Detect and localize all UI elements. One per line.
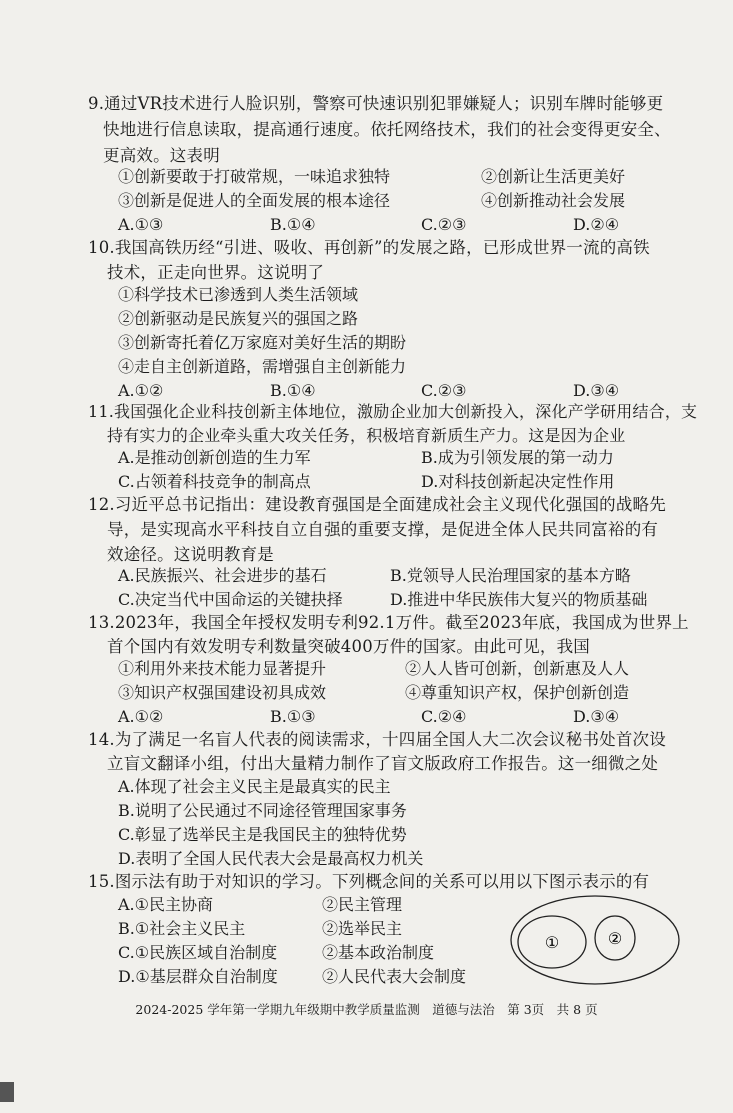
choice-c: C.②④ bbox=[421, 707, 467, 726]
question-stem-line: 首个国内有效发明专利数量突破400万件的国家。由此可见，我国 bbox=[107, 637, 590, 656]
choice-d: D.②④ bbox=[573, 215, 620, 234]
choice-c: C.②③ bbox=[421, 381, 467, 400]
statement: ①创新要敢于打破常规，一味追求独特 bbox=[118, 167, 391, 186]
question-stem-line: 12.习近平总书记指出：建设教育强国是全面建成社会主义现代化强国的战略先 bbox=[88, 495, 666, 514]
choice-a: A.民族振兴、社会进步的基石 bbox=[118, 566, 327, 585]
choice-c: C.②③ bbox=[421, 215, 467, 234]
statement: ②创新让生活更美好 bbox=[481, 167, 626, 186]
choice-c: C.占领着科技竞争的制高点 bbox=[118, 472, 311, 491]
statement: ②创新驱动是民族复兴的强国之路 bbox=[118, 309, 359, 328]
statement: ④走自主创新道路，需增强自主创新能力 bbox=[118, 357, 407, 376]
choice-c: C.决定当代中国命运的关键抉择 bbox=[118, 590, 343, 609]
choice-a-left: A.①民主协商 bbox=[118, 895, 213, 914]
choice-b-right: ②选举民主 bbox=[322, 919, 403, 938]
question-stem-line: 11.我国强化企业科技创新主体地位，激励企业加大创新投入，深化产学研用结合，支 bbox=[88, 402, 698, 421]
choice-b: B.说明了公民通过不同途径管理国家事务 bbox=[118, 801, 407, 820]
choice-c-right: ②基本政治制度 bbox=[322, 943, 435, 962]
question-stem-line: 持有实力的企业牵头重大攻关任务，积极培育新质生产力。这是因为企业 bbox=[107, 426, 626, 445]
statement: ①利用外来技术能力显著提升 bbox=[118, 659, 327, 678]
question-stem-line: 10.我国高铁历经“引进、吸收、再创新”的发展之路，已形成世界一流的高铁 bbox=[88, 238, 650, 257]
question-stem-line: 13.2023年，我国全年授权发明专利92.1万件。截至2023年底，我国成为世界上 bbox=[88, 613, 689, 632]
question-stem-line: 立盲文翻译小组，付出大量精力制作了盲文版政府工作报告。这一细微之处 bbox=[107, 754, 659, 773]
choice-a: A.①② bbox=[118, 381, 164, 400]
choice-b: B.①③ bbox=[270, 707, 316, 726]
statement: ①科学技术已渗透到人类生活领域 bbox=[118, 285, 359, 304]
choice-d: D.推进中华民族伟大复兴的物质基础 bbox=[390, 590, 648, 609]
choice-b-left: B.①社会主义民主 bbox=[118, 919, 246, 938]
question-stem-line: 9.通过VR技术进行人脸识别，警察可快速识别犯罪嫌疑人；识别车牌时能够更 bbox=[88, 94, 664, 113]
concept-relation-diagram bbox=[505, 890, 685, 990]
choice-b: B.党领导人民治理国家的基本方略 bbox=[390, 566, 631, 585]
question-stem-line: 技术，正走向世界。这说明了 bbox=[107, 263, 325, 282]
question-stem-line: 14.为了满足一名盲人代表的阅读需求，十四届全国人大二次会议秘书处首次设 bbox=[88, 730, 666, 749]
question-stem-line: 更高效。这表明 bbox=[103, 146, 220, 165]
diagram-label-2: ② bbox=[607, 929, 623, 948]
choice-a: A.是推动创新创造的生力军 bbox=[118, 448, 311, 467]
statement: ②人人皆可创新，创新惠及人人 bbox=[405, 659, 630, 678]
statement: ③知识产权强国建设初具成效 bbox=[118, 683, 327, 702]
statement: ③创新寄托着亿万家庭对美好生活的期盼 bbox=[118, 333, 407, 352]
choice-a: A.体现了社会主义民主是最真实的民主 bbox=[118, 777, 391, 796]
question-stem-line: 效途径。这说明教育是 bbox=[107, 545, 274, 564]
choice-a: A.①③ bbox=[118, 215, 164, 234]
statement: ④尊重知识产权，保护创新创造 bbox=[405, 683, 630, 702]
choice-a-right: ②民主管理 bbox=[322, 895, 403, 914]
choice-d: D.③④ bbox=[573, 707, 620, 726]
choice-d: D.对科技创新起决定性作用 bbox=[421, 472, 615, 491]
choice-b: B.成为引领发展的第一动力 bbox=[421, 448, 614, 467]
page-footer: 2024-2025 学年第一学期九年级期中教学质量监测 道德与法治 第 3页 共 8 页 bbox=[135, 1002, 598, 1017]
choice-c-left: C.①民族区域自治制度 bbox=[118, 943, 278, 962]
choice-a: A.①② bbox=[118, 707, 164, 726]
choice-d: D.表明了全国人民代表大会是最高权力机关 bbox=[118, 849, 424, 868]
choice-c: C.彰显了选举民主是我国民主的独特优势 bbox=[118, 825, 407, 844]
question-stem-line: 导，是实现高水平科技自立自强的重要支撑，是促进全体人民共同富裕的有 bbox=[107, 520, 659, 539]
choice-b: B.①④ bbox=[270, 215, 316, 234]
choice-d-right: ②人民代表大会制度 bbox=[322, 967, 467, 986]
diagram-label-1: ① bbox=[544, 933, 560, 952]
statement: ④创新推动社会发展 bbox=[481, 191, 626, 210]
question-stem-line: 15.图示法有助于对知识的学习。下列概念间的关系可以用以下图示表示的有 bbox=[88, 872, 650, 891]
choice-b: B.①④ bbox=[270, 381, 316, 400]
question-stem-line: 快地进行信息读取，提高通行速度。依托网络技术，我们的社会变得更安全、 bbox=[103, 120, 671, 139]
scan-edge-mark bbox=[0, 1082, 14, 1102]
choice-d-left: D.①基层群众自治制度 bbox=[118, 967, 278, 986]
choice-d: D.③④ bbox=[573, 381, 620, 400]
statement: ③创新是促进人的全面发展的根本途径 bbox=[118, 191, 391, 210]
